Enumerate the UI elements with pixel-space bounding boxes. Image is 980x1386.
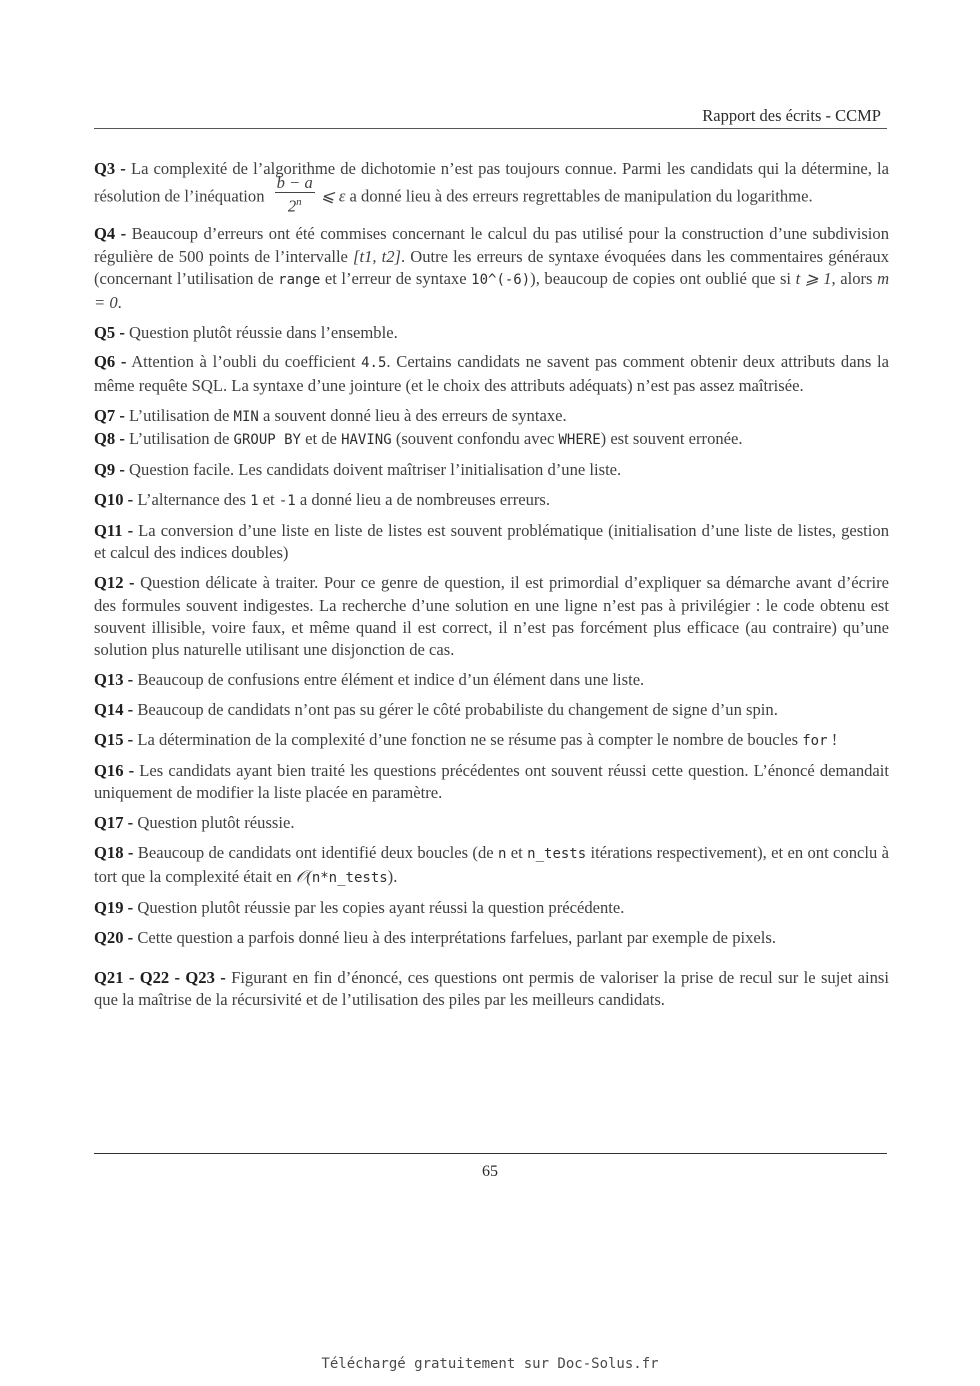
question-label: Q5 - [94,322,125,342]
paragraph-text: et l’erreur de syntaxe [324,269,467,289]
paragraph-text: L’alternance des [137,490,246,509]
question-label: Q9 - [94,460,125,480]
paragraph-text: Les candidats ayant bien traité les questions précédentes ont souvent réussi cette question. L’énoncé demandait uniquement de modifier la liste placée en paramètre. [94,761,889,803]
question-label: Q3 - [94,159,126,178]
paragraph-text: a souvent donné lieu à des erreurs de syntaxe. [262,405,567,425]
paragraph-q18 [94,842,889,889]
question-label: Q10 - [94,490,134,509]
paragraph-text: Question plutôt réussie. [137,813,295,833]
paragraph-text: Question délicate à traiter. Pour ce genre de question, il est primordial d’expliquer sa démarche avant d’écrire des formules souvent indigestes. La recherche d’une solution en une ligne n’est pas à privilégier : le code obtenu est souvent illisible, voire faux, et même quand il est correct, il n’est pas forcément plus efficace (au contraire) qu’une solution plus naturelle utilisant une disjonction de cas. [94,573,889,660]
paragraph-text: itérations respectivement), et en ont conclu à tort que la complexité était en [94,843,890,886]
fraction [275,174,315,216]
denominator-base: 2 [287,196,297,216]
code-range: range [278,272,321,289]
question-label: Q20 - [94,927,134,947]
interval: [t1, t2] [353,246,401,266]
math-condition: t ⩾ 1 [795,269,832,289]
paragraph-text: Beaucoup de candidats ont identifié deux boucles (de [137,843,494,863]
code-power: 10^(-6) [471,272,531,289]
paragraph-text: . [117,292,122,312]
question-label: Q8 - [94,429,125,449]
paragraph-text: a donné lieu à des erreurs regrettables de manipulation du logarithme. [349,186,813,206]
paragraph-q10 [94,489,889,512]
paragraph-q3 [94,158,889,216]
paragraph-text: Question plutôt réussie dans l’ensemble. [129,322,398,342]
paragraph-text: Beaucoup d’erreurs ont été commises concernant le calcul du pas utilisé pour la construction d’une subdivision régulière de 500 points de l’intervalle [94,224,889,266]
math-result: m = 0 [94,269,890,312]
paragraph-q14 [94,699,889,721]
paragraph-text: , alors [831,269,873,289]
question-label: Q18 - [94,843,134,863]
paragraph-text: ). [387,866,398,886]
fraction-numerator: b − a [276,173,313,193]
running-header-title: Rapport des écrits - CCMP [702,106,881,125]
paragraph-text: Question plutôt réussie par les copies ayant réussi la question précédente. [137,897,625,917]
paragraph-q8 [94,428,889,451]
code-n-tests: n_tests [527,846,587,863]
paragraph-q15 [94,729,889,752]
question-label: Q4 - [94,224,127,244]
paragraph-text: et [262,490,275,509]
paragraph-text: et [510,843,523,863]
fraction-denominator [275,193,315,216]
code-n: n [497,846,507,863]
page-number: 65 [482,1163,498,1180]
paragraph-text: Cette question a parfois donné lieu à des interprétations farfelues, parlant par exemple de pixels. [137,927,776,947]
code-where: WHERE [558,432,601,449]
paragraph-q4 [94,223,889,314]
question-label: Q15 - [94,730,134,750]
paragraph-text: a donné lieu a de nombreuses erreurs. [299,490,551,509]
paragraph-q6 [94,351,889,397]
paragraph-q5 [94,322,889,344]
paragraph-text: et de [305,429,337,449]
paragraph-text: ), beaucoup de copies ont oublié que si [530,269,792,289]
paragraph-text: Figurant en fin d’énoncé, ces questions ont permis de valoriser la prise de recul sur le sujet ainsi que la maîtrise de la récursivité et de l’utilisation des piles par les meilleurs candidats. [94,967,889,1010]
paragraph-text: L’utilisation de [129,429,230,449]
report-body [94,158,889,1019]
question-label: Q19 - [94,897,134,917]
question-label: Q11 - [94,520,134,540]
paragraph-q9 [94,459,889,481]
code-coefficient: 4.5 [361,355,387,372]
paragraph-text: . Outre les erreurs de syntaxe évoquées dans les commentaires généraux (concernant l’utilisation de [94,246,890,289]
big-o-notation: 𝒪( [295,866,312,886]
paragraph-text: La complexité de l’algorithme de dichotomie n’est pas toujours connue. Parmi les candidats qui la détermine, la résolution de l’inéquation [94,159,889,206]
question-label: Q13 - [94,670,134,690]
paragraph-q7 [94,405,889,428]
question-label: Q17 - [94,813,134,833]
paragraph-text: (souvent confondu avec [395,429,555,449]
paragraph-text: Question facile. Les candidats doivent maîtriser l’initialisation d’une liste. [129,460,622,480]
denominator-exponent: n [296,196,302,209]
paragraph-text: . Certains candidats ne savent pas comment obtenir deux attributs dans la même requête SQL. La syntaxe d’une jointure (et le choix des attributs adéquats) n’est pas assez maîtrisée. [94,352,889,395]
paragraph-text: L’utilisation de [129,405,230,425]
question-label: Q14 - [94,700,134,720]
paragraph-q19 [94,897,889,919]
code-minus-one: -1 [278,493,296,509]
question-label: Q21 - Q22 - Q23 - [94,967,226,987]
code-one: 1 [250,493,259,509]
header-divider [94,128,887,129]
paragraph-text: La détermination de la complexité d’une fonction ne se résume pas à compter le nombre de boucles [137,730,799,750]
question-label: Q7 - [94,405,125,425]
paragraph-q20 [94,927,889,949]
inequality-bound: ⩽ ε [320,186,346,206]
code-for: for [802,733,828,750]
paragraph-q21-q23 [94,967,889,1012]
paragraph-q16 [94,760,889,805]
paragraph-q11 [94,520,889,565]
code-having: HAVING [341,432,392,449]
paragraph-text: La conversion d’une liste en liste de listes est souvent problématique (initialisation d’une liste de listes, gestion et calcul des indices doubles) [94,520,889,563]
paragraph-text: ) est souvent erronée. [600,429,743,449]
paragraph-q17 [94,812,889,834]
paragraph-text: Beaucoup de candidats n’ont pas su gérer le côté probabiliste du changement de signe d’un spin. [137,700,778,720]
code-group-by: GROUP BY [233,432,301,449]
paragraph-text: Beaucoup de confusions entre élément et indice d’un élément dans une liste. [137,670,645,690]
paragraph-text: ! [831,730,838,750]
question-label: Q6 - [94,352,127,372]
question-label: Q12 - [94,573,135,593]
paragraph-text: Attention à l’oubli du coefficient [131,352,356,372]
footer-divider [94,1153,887,1154]
code-product: n*n_tests [311,869,388,886]
code-min: MIN [233,408,259,425]
question-label: Q16 - [94,761,135,781]
paragraph-q12 [94,572,889,662]
paragraph-q13 [94,669,889,691]
download-watermark: Téléchargé gratuitement sur Doc-Solus.fr [321,1356,659,1372]
